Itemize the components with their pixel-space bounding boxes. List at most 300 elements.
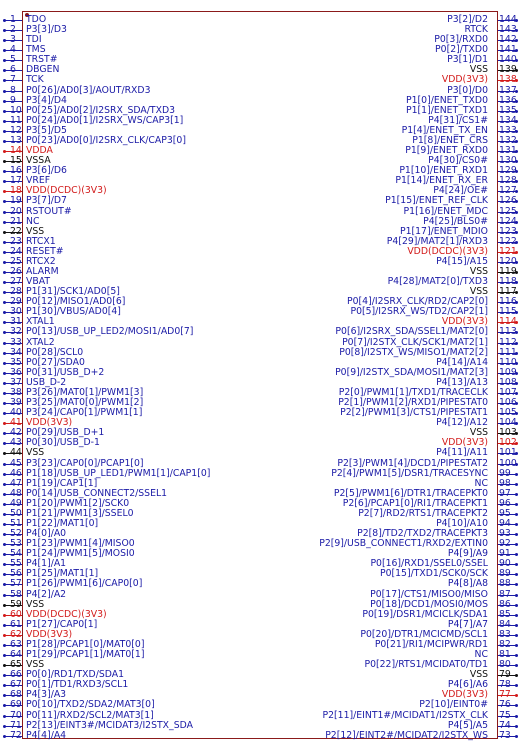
pin-label-46: P1[18]/USB_UP_LED1/PWM1[1]/CAP1[0] <box>26 467 211 479</box>
pin-end-dot-27 <box>3 281 6 284</box>
pin-end-dot-10 <box>3 110 6 113</box>
pin-label-25: RTCX2 <box>26 255 56 267</box>
pin-label-2: P3[3]/D3 <box>26 24 67 36</box>
pin-number-107: 107 <box>499 386 517 398</box>
pin-label-23: RTCX1 <box>26 235 56 247</box>
pin-label-47: P1[19]/CAP1[1] <box>26 477 98 489</box>
pin-number-85: 85 <box>499 608 511 620</box>
pin-number-84: 84 <box>499 618 511 630</box>
pin-number-43: 43 <box>10 437 22 449</box>
pin-number-55: 55 <box>10 558 22 570</box>
pin-end-dot-44 <box>3 452 6 455</box>
pin-label-106: P2[1]/PWM1[2]/RXD1/PIPESTAT0 <box>338 397 488 409</box>
pin-label-67: P0[1]/TD1/RXD3/SCL1 <box>26 679 129 691</box>
pin-number-103: 103 <box>499 427 517 439</box>
pin-number-106: 106 <box>499 397 517 409</box>
pin-label-119: VSS <box>469 266 488 277</box>
pin-number-62: 62 <box>10 628 22 640</box>
pin-label-135: P1[1]/ENET_TXD1 <box>406 104 488 116</box>
pin-number-44: 44 <box>10 447 22 459</box>
pin-label-120: P4[15]/A15 <box>436 255 488 267</box>
pin-end-dot-59 <box>3 604 6 607</box>
pin-label-131: P1[9]/ENET_RXD0 <box>405 145 488 157</box>
pin-number-92: 92 <box>499 538 511 550</box>
pin-number-111: 111 <box>499 346 517 358</box>
pin-label-92: P2[9]/USB_CONNECT1/RXD2/EXTIN0 <box>319 538 488 550</box>
pin-label-98: NC <box>474 477 488 489</box>
pin-number-4: 4 <box>10 44 16 56</box>
pin-label-8: P0[26]/AD0[3]/AOUT/RXD3 <box>26 84 151 96</box>
pin-end-dot-13 <box>3 140 6 143</box>
pin-label-129: P1[10]/ENET_RXD1 <box>399 165 488 177</box>
pin-end-dot-41 <box>3 422 6 425</box>
pin-number-94: 94 <box>499 518 511 529</box>
pin-label-60: VDD(DCDC)(3V3) <box>26 608 107 620</box>
pin-label-128: P1[14]/ENET_RX_ER <box>395 175 488 187</box>
pin-label-17: VREF <box>26 175 51 187</box>
pin-number-70: 70 <box>10 709 22 721</box>
pin-end-dot-51 <box>3 523 6 526</box>
pin-end-dot-60 <box>3 614 6 617</box>
pin-number-57: 57 <box>10 578 22 590</box>
pin-number-60: 60 <box>10 608 22 620</box>
pin-end-dot-33 <box>3 342 6 345</box>
pin-number-1: 1 <box>10 14 16 25</box>
pin-number-90: 90 <box>499 558 511 570</box>
pin-label-85: P0[19]/DSR1/MCICLK/SDA1 <box>362 608 488 620</box>
pin-end-dot-53 <box>3 543 6 546</box>
pin-label-50: P1[21]/PWM1[3]/SSEL0 <box>26 507 134 519</box>
pin-number-86: 86 <box>499 598 511 610</box>
pin-end-dot-66 <box>3 674 6 677</box>
pin-number-128: 128 <box>499 175 517 187</box>
pin-number-115: 115 <box>499 306 517 318</box>
pin-label-21: NC <box>26 215 40 227</box>
pin-end-dot-29 <box>3 301 6 304</box>
pin-label-136: P1[0]/ENET_TXD0 <box>406 94 488 106</box>
pin-number-28: 28 <box>10 286 22 298</box>
pin-label-20: RSTOUT# <box>26 205 72 217</box>
pin-number-78: 78 <box>499 679 511 691</box>
pin-end-dot-35 <box>3 362 6 365</box>
pin-label-58: P4[2]/A2 <box>26 588 67 600</box>
pin-number-58: 58 <box>10 588 22 600</box>
pin-number-14: 14 <box>10 145 22 157</box>
pin-end-dot-5 <box>3 59 6 62</box>
pin-label-66: P0[0]/RD1/TXD/SDA1 <box>26 669 124 681</box>
pin-label-45: P3[23]/CAP0[0]/PCAP1[0] <box>26 457 144 469</box>
pin-number-19: 19 <box>10 195 22 207</box>
pin-end-dot-99 <box>515 473 518 476</box>
pin-label-137: P3[0]/D0 <box>447 84 488 96</box>
pin-number-34: 34 <box>10 346 22 358</box>
pin-number-99: 99 <box>499 467 511 479</box>
pin-number-141: 141 <box>499 44 517 56</box>
pin-label-76: P2[10]/EINT0# <box>419 699 488 711</box>
pin-label-141: P0[2]/TXD0 <box>435 44 488 56</box>
pin-end-dot-96 <box>515 503 518 506</box>
pin-number-87: 87 <box>499 588 511 600</box>
pin-number-71: 71 <box>10 719 22 731</box>
pin-number-5: 5 <box>10 54 16 66</box>
pin-number-68: 68 <box>10 689 22 701</box>
pin-label-65: VSS <box>26 659 45 671</box>
pin-number-64: 64 <box>10 649 22 661</box>
pin-end-dot-98 <box>515 483 518 486</box>
pin-number-7: 7 <box>10 74 16 86</box>
pin-label-53: P1[23]/PWM1[4]/MISO0 <box>26 538 135 550</box>
pin-label-84: P4[7]/A7 <box>447 618 488 630</box>
pin-end-dot-93 <box>515 533 518 536</box>
pin-label-97: P2[5]/PWM1[6]/DTR1/TRACEPKT0 <box>333 487 488 499</box>
pin-number-126: 126 <box>499 195 517 207</box>
pin-end-dot-42 <box>3 432 6 435</box>
pin-label-102: VDD(3V3) <box>441 437 488 449</box>
pin-number-67: 67 <box>10 679 22 691</box>
pin-number-80: 80 <box>499 659 511 671</box>
pin-number-89: 89 <box>499 568 511 580</box>
pin-number-130: 130 <box>499 155 517 167</box>
pin-label-82: P0[21]/RI1/MCIPWR/RD1 <box>374 638 488 650</box>
pin-label-35: P0[27]/SDA0 <box>26 356 85 368</box>
pin-label-117: VSS <box>469 286 488 298</box>
pin-number-139: 139 <box>499 64 517 76</box>
pin-number-133: 133 <box>499 124 517 136</box>
pin-end-dot-79 <box>515 674 518 677</box>
pin-label-11: P0[24]/AD0[1]/I2SRX_WS/CAP3[1] <box>26 114 184 126</box>
pin-end-dot-90 <box>515 563 518 566</box>
pin-number-91: 91 <box>499 548 511 560</box>
pin-number-125: 125 <box>499 205 517 217</box>
pin-label-37: USB_D-2 <box>26 376 67 388</box>
pin-number-48: 48 <box>10 487 22 499</box>
pin-end-dot-61 <box>3 624 6 627</box>
pin-number-35: 35 <box>10 356 22 368</box>
pin-label-83: P0[20]/DTR1/MCICMD/SCL1 <box>360 628 488 640</box>
pin-label-15: VSSA <box>26 155 51 167</box>
pin-label-77: VDD(3V3) <box>441 689 488 701</box>
pin-number-123: 123 <box>499 225 517 237</box>
pin-label-49: P1[20]/PWM1[2]/SCK0 <box>26 497 130 509</box>
pin-label-32: P0[13]/USB_UP_LED2/MOSI1/AD0[7] <box>26 326 194 338</box>
pin-label-33: XTAL2 <box>26 336 55 348</box>
pin-end-dot-37 <box>3 382 6 385</box>
pin-number-10: 10 <box>10 104 22 116</box>
pin-number-102: 102 <box>499 437 517 449</box>
pin-label-40: P3[24]/CAP0[1]/PWM1[1] <box>26 407 143 419</box>
pin-label-96: P2[6]/PCAP1[0]/RI1/TRACEPKT1 <box>342 497 488 509</box>
pin-label-62: VDD(3V3) <box>26 628 73 640</box>
pin-number-82: 82 <box>499 638 511 650</box>
pin-label-41: VDD(3V3) <box>26 417 73 429</box>
pin-label-130: P4[30]/CS0# <box>428 155 488 167</box>
pin-end-dot-56 <box>3 573 6 576</box>
pin-end-dot-63 <box>3 644 6 647</box>
pin-label-7: TCK <box>26 74 44 86</box>
pin-number-143: 143 <box>499 24 517 36</box>
pin-number-18: 18 <box>10 185 22 197</box>
pin-label-72: P4[4]/A4 <box>26 729 67 741</box>
pin-label-142: P0[3]/RXD0 <box>434 34 488 46</box>
pin-label-71: P2[13]/EINT3#/MCIDAT3/I2STX_SDA <box>26 719 193 731</box>
pin-end-dot-31 <box>3 321 6 324</box>
pin-number-108: 108 <box>499 376 517 388</box>
pin-number-142: 142 <box>499 34 517 46</box>
pin-label-121: VDD(DCDC)(3V3) <box>407 245 488 257</box>
pin-label-112: P0[7]/I2STX_CLK/SCK1/MAT2[1] <box>342 336 488 348</box>
pin-end-dot-97 <box>515 493 518 496</box>
pin-end-dot-84 <box>515 624 518 627</box>
pin-label-59: VSS <box>26 598 45 610</box>
pin-end-dot-11 <box>3 120 6 123</box>
pin-number-30: 30 <box>10 306 22 318</box>
pin-end-dot-2 <box>3 29 6 32</box>
pin-number-105: 105 <box>499 407 517 419</box>
pin-label-9: P3[4]/D4 <box>26 94 67 106</box>
pin-label-16: P3[6]/D6 <box>26 165 67 177</box>
pin-label-13: P0[23]/AD0[0]/I2SRX_CLK/CAP3[0] <box>26 134 186 146</box>
pin-label-99: P2[4]/PWM1[5]/DSR1/TRACESYNC <box>331 467 488 479</box>
pin-end-dot-28 <box>3 291 6 294</box>
pin-number-29: 29 <box>10 296 22 308</box>
pin-number-120: 120 <box>499 255 517 267</box>
pin-label-39: P3[25]/MAT0[0]/PWM1[2] <box>26 397 144 409</box>
pin-end-dot-81 <box>515 654 518 657</box>
pin-end-dot-68 <box>3 694 6 697</box>
pin-end-dot-48 <box>3 493 6 496</box>
pin-label-125: P1[16]/ENET_MDC <box>403 205 488 217</box>
pin-number-122: 122 <box>499 235 517 247</box>
pin-number-113: 113 <box>499 326 517 338</box>
pin-number-27: 27 <box>10 276 22 288</box>
pin-label-123: P1[17]/ENET_MDIO <box>399 225 488 237</box>
pin-end-dot-15 <box>3 160 6 163</box>
pin-end-dot-26 <box>3 271 6 274</box>
pin-label-30: P1[30]/VBUS/AD0[4] <box>26 306 121 318</box>
pin-number-63: 63 <box>10 638 22 650</box>
pin-number-11: 11 <box>10 114 22 126</box>
pin-label-100: P2[3]/PWM1[4]/DCD1/PIPESTAT2 <box>337 457 488 469</box>
pin-label-93: P2[8]/TD2/TXD2/TRACEPKT3 <box>357 528 488 540</box>
pin-label-38: P3[26]/MAT0[1]/PWM1[3] <box>26 386 144 398</box>
pin-number-2: 2 <box>10 24 16 36</box>
pin-label-108: P4[13]/A13 <box>436 376 488 388</box>
pin-label-127: P4[24]/OE# <box>433 185 488 197</box>
pin-end-dot-38 <box>3 392 6 395</box>
pin-end-dot-23 <box>3 241 6 244</box>
pin-end-dot-46 <box>3 473 6 476</box>
pin-label-6: DBGEN <box>26 64 60 76</box>
pin-end-dot-32 <box>3 331 6 334</box>
pin-label-144: P3[2]/D2 <box>447 14 488 25</box>
pin-label-63: P1[28]/PCAP1[0]/MAT0[0] <box>26 638 145 650</box>
pin-label-90: P0[16]/RXD1/SSEL0/SSEL <box>370 558 488 570</box>
pin-label-115: P0[5]/I2SRX_WS/TD2/CAP2[1] <box>350 306 488 318</box>
pin-end-dot-85 <box>515 614 518 617</box>
pin-number-65: 65 <box>10 659 22 671</box>
pin-end-dot-34 <box>3 352 6 355</box>
pin-number-17: 17 <box>10 175 22 187</box>
pin-end-dot-88 <box>515 583 518 586</box>
pin-number-16: 16 <box>10 165 22 177</box>
pin-end-dot-55 <box>3 563 6 566</box>
pin-end-dot-86 <box>515 604 518 607</box>
pin-end-dot-91 <box>515 553 518 556</box>
pin-end-dot-18 <box>3 190 6 193</box>
pin-number-6: 6 <box>10 64 16 76</box>
pin-end-dot-21 <box>3 221 6 224</box>
pin-label-86: P0[18]/DCD1/MOSI0/MOS <box>370 598 488 610</box>
pin-number-110: 110 <box>499 356 517 368</box>
pin-label-134: P4[31]/CS1# <box>428 114 488 126</box>
pin-number-129: 129 <box>499 165 517 177</box>
pin-number-20: 20 <box>10 205 22 217</box>
pin-label-101: P4[11]/A11 <box>436 447 488 459</box>
pin-label-34: P0[28]/SCL0 <box>26 346 84 358</box>
pin-number-132: 132 <box>499 134 517 146</box>
pin-label-116: P0[4]/I2SRX_CLK/RD2/CAP2[0] <box>347 296 488 308</box>
pin-number-42: 42 <box>10 427 22 439</box>
pin-label-28: P1[31]/SCK1/AD0[5] <box>26 286 120 298</box>
pin-end-dot-65 <box>3 664 6 667</box>
pin-number-53: 53 <box>10 538 22 550</box>
pin-label-55: P4[1]/A1 <box>26 558 67 570</box>
pin-number-83: 83 <box>499 628 511 640</box>
pin-number-52: 52 <box>10 528 22 540</box>
pin-number-135: 135 <box>499 104 517 116</box>
pin-label-52: P4[0]/A0 <box>26 528 67 540</box>
pin-end-dot-82 <box>515 644 518 647</box>
pin-end-dot-20 <box>3 211 6 214</box>
pin-label-95: P2[7]/RD2/RTS1/TRACEPKT2 <box>358 507 488 519</box>
pin-label-74: P4[5]/A5 <box>447 719 488 731</box>
pin-label-73: P2[12]/EINT2#/MCIDAT2/I2STX_WS <box>325 729 488 741</box>
pin-label-138: VDD(3V3) <box>441 74 488 86</box>
pin-label-139: VSS <box>469 64 488 76</box>
pin-end-dot-24 <box>3 251 6 254</box>
pin-end-dot-72 <box>3 735 6 738</box>
pin-number-3: 3 <box>10 34 16 46</box>
pin-number-37: 37 <box>10 376 22 388</box>
pin-number-36: 36 <box>10 366 22 378</box>
pin-label-133: P1[4]/ENET_TX_EN <box>401 124 488 136</box>
pin-number-47: 47 <box>10 477 22 489</box>
pin-end-dot-92 <box>515 543 518 546</box>
pin-number-100: 100 <box>499 457 517 469</box>
pin-number-98: 98 <box>499 477 511 489</box>
pin-number-46: 46 <box>10 467 22 479</box>
pin-number-13: 13 <box>10 134 22 146</box>
pin-number-45: 45 <box>10 457 22 469</box>
pin-number-140: 140 <box>499 54 517 66</box>
pin-label-1: TDO <box>26 14 47 25</box>
pin-end-dot-52 <box>3 533 6 536</box>
pin-number-59: 59 <box>10 598 22 610</box>
pin-label-132: P1[8]/ENET_CRS <box>412 134 488 146</box>
pin-end-dot-45 <box>3 463 6 466</box>
pin-end-dot-69 <box>3 704 6 707</box>
pin-label-87: P0[17]/CTS1/MISO0/MISO <box>370 588 488 600</box>
pin-label-80: P0[22]/RTS1/MCIDAT0/TD1 <box>364 659 488 671</box>
pin-end-dot-49 <box>3 503 6 506</box>
pin-number-101: 101 <box>499 447 517 459</box>
pin-end-dot-25 <box>3 261 6 264</box>
pin-end-dot-70 <box>3 715 6 718</box>
pin-end-dot-7 <box>3 79 6 82</box>
pin-end-dot-83 <box>515 634 518 637</box>
pin-end-dot-76 <box>515 704 518 707</box>
pin-end-dot-12 <box>3 130 6 133</box>
pin-label-78: P4[6]/A6 <box>447 679 488 691</box>
pin-label-79: VSS <box>469 669 488 681</box>
pin-label-114: VDD(3V3) <box>441 316 488 328</box>
pin-label-140: P3[1]/D1 <box>447 54 488 66</box>
pin-number-97: 97 <box>499 487 511 499</box>
pin-number-118: 118 <box>499 276 517 288</box>
pin-end-dot-22 <box>3 231 6 234</box>
pin-end-dot-14 <box>3 150 6 153</box>
pin-label-14: VDDA <box>26 145 53 157</box>
pin-label-75: P2[11]/EINT1#/MCIDAT1/I2STX_CLK <box>322 709 488 721</box>
pin-label-54: P1[24]/PWM1[5]/MOSI0 <box>26 548 135 560</box>
pin-number-38: 38 <box>10 386 22 398</box>
pin-number-121: 121 <box>499 245 517 257</box>
pin-label-26: ALARM <box>26 266 59 277</box>
pin-number-49: 49 <box>10 497 22 509</box>
pin-number-72: 72 <box>10 729 22 741</box>
pin-number-69: 69 <box>10 699 22 711</box>
pin-end-dot-57 <box>3 583 6 586</box>
pin-number-96: 96 <box>499 497 511 509</box>
pin-label-36: P0[31]/USB_D+2 <box>26 366 105 378</box>
pin-number-95: 95 <box>499 507 511 519</box>
pin-label-122: P4[29]/MAT2[1]/RXD3 <box>386 235 488 247</box>
pin-number-22: 22 <box>10 225 22 237</box>
pin-end-dot-19 <box>3 200 6 203</box>
pin-number-54: 54 <box>10 548 22 560</box>
pin-number-50: 50 <box>10 507 22 519</box>
pin-end-dot-3 <box>3 39 6 42</box>
pin-number-23: 23 <box>10 235 22 247</box>
pin-number-39: 39 <box>10 397 22 409</box>
pin-label-113: P0[6]/I2SRX_SDA/SSEL1/MAT2[0] <box>335 326 488 338</box>
pin-number-32: 32 <box>10 326 22 338</box>
pin-number-61: 61 <box>10 618 22 630</box>
pin-label-24: RESET# <box>26 245 64 257</box>
pin-label-81: NC <box>474 649 488 661</box>
pin-label-143: RTCK <box>464 24 488 36</box>
pin-end-dot-50 <box>3 513 6 516</box>
pin-number-9: 9 <box>10 94 16 106</box>
pin-number-26: 26 <box>10 266 22 277</box>
pin-label-91: P4[9]/A9 <box>447 548 488 560</box>
pin-number-93: 93 <box>499 528 511 540</box>
pin-number-31: 31 <box>10 316 22 328</box>
pin-label-110: P4[14]/A14 <box>436 356 488 368</box>
pin-number-88: 88 <box>499 578 511 590</box>
pin-number-66: 66 <box>10 669 22 681</box>
pin-end-dot-71 <box>3 725 6 728</box>
pin-end-dot-67 <box>3 684 6 687</box>
pin-number-76: 76 <box>499 699 511 711</box>
pin-label-5: TRST# <box>26 54 58 66</box>
pin-number-114: 114 <box>499 316 517 328</box>
pin-label-56: P1[25]/MAT1[1] <box>26 568 99 580</box>
pin-number-15: 15 <box>10 155 22 167</box>
pin-end-dot-77 <box>515 694 518 697</box>
pin-end-dot-47 <box>3 483 6 486</box>
pin-label-19: P3[7]/D7 <box>26 195 67 207</box>
